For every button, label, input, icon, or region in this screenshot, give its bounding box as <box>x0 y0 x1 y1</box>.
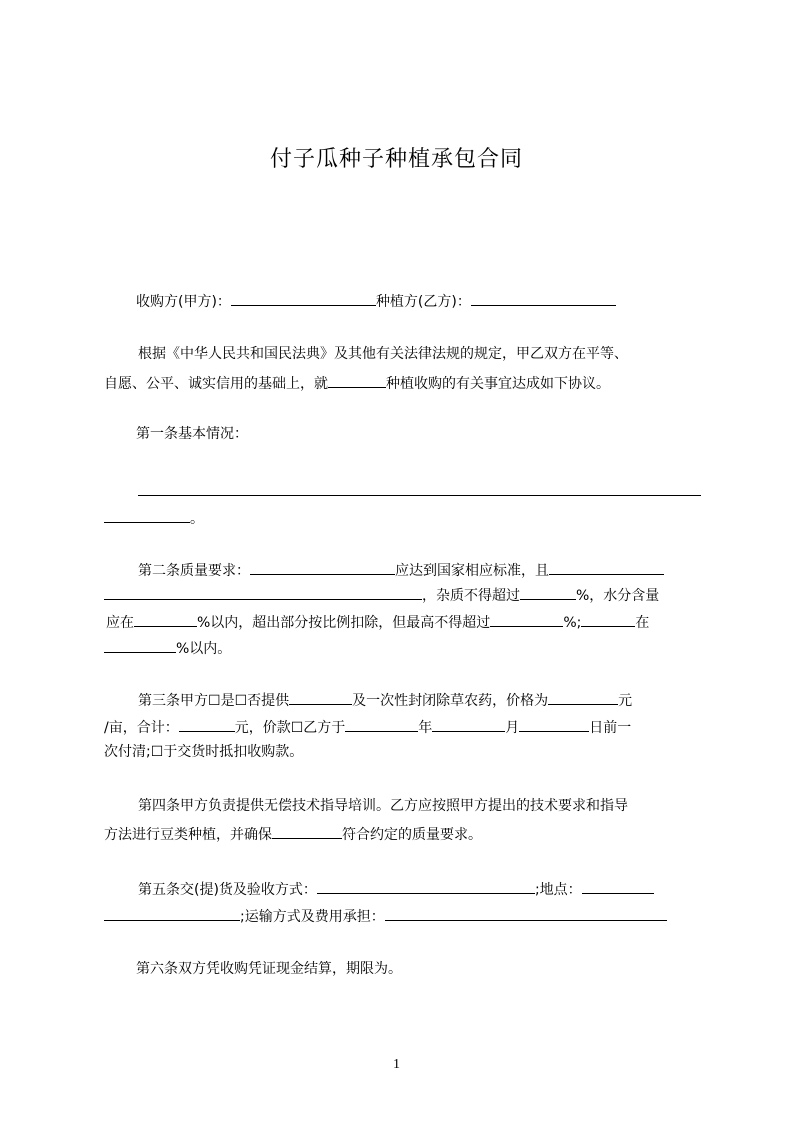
article-3-text: 第三条甲方 <box>138 693 208 709</box>
article-3-text: 元，价款 <box>234 720 291 736</box>
article-3-line-2 <box>104 716 701 738</box>
article-4-text: 第四条甲方负责提供无偿技术指导培训。乙方应按照甲方提出的技术要求和指导 <box>138 798 628 814</box>
quality-blank[interactable] <box>549 559 664 575</box>
impurity-blank[interactable] <box>520 584 576 600</box>
other-blank[interactable] <box>581 611 635 627</box>
article-4-text: 符合约定的质量要求。 <box>342 827 482 843</box>
price-blank[interactable] <box>548 689 618 705</box>
total-blank[interactable] <box>179 716 235 732</box>
article-2-line-2 <box>104 584 701 606</box>
article-1-line-1 <box>104 480 701 502</box>
article-1-heading <box>104 424 701 444</box>
checkbox-icon[interactable]: ☐ <box>234 693 248 709</box>
article-3-text: 是 <box>220 693 235 709</box>
preamble-text: 自愿、公平、诚实信用的基础上，就 <box>104 376 328 392</box>
article-5-text: ;运输方式及费用承担： <box>240 909 385 925</box>
article-3-text: 否提供 <box>247 693 290 709</box>
article-1-title: 第一条基本情况： <box>136 426 248 442</box>
page-number: 1 <box>393 1057 400 1072</box>
article-3-text: 次付清; <box>104 744 151 760</box>
article-3-text: /亩，合计： <box>104 720 179 736</box>
article-5-text: 第五条交(提)货及验收方式： <box>138 882 317 898</box>
article-3-text: 月 <box>505 720 520 736</box>
article-5-line-1 <box>104 878 701 900</box>
article-1-blank[interactable] <box>104 507 190 523</box>
article-4-text: 方法进行豆类种植，并确保 <box>104 827 272 843</box>
quality-blank[interactable] <box>250 559 395 575</box>
document-title: 付子瓜种子种植承包合同 <box>269 147 523 172</box>
quality-blank[interactable] <box>104 584 422 600</box>
checkbox-icon[interactable]: ☐ <box>150 744 164 760</box>
product-blank[interactable] <box>272 823 342 839</box>
article-2-text: %以内，超出部分按比例扣除，但最高不得超过 <box>197 615 491 631</box>
article-3-text: 元 <box>618 693 633 709</box>
checkbox-icon[interactable]: ☐ <box>290 720 304 736</box>
day-blank[interactable] <box>519 716 589 732</box>
grower-label: 种植方(乙方)： <box>375 294 471 310</box>
article-3-line-1 <box>104 689 701 711</box>
grower-blank[interactable] <box>471 290 616 306</box>
other-pct-blank[interactable] <box>104 637 176 653</box>
article-2-line-4 <box>104 637 701 659</box>
article-4-line-2 <box>104 823 701 845</box>
year-blank[interactable] <box>345 716 418 732</box>
method-blank[interactable] <box>317 878 535 894</box>
location-blank[interactable] <box>104 905 240 921</box>
buyer-blank[interactable] <box>231 290 376 306</box>
article-1-blank[interactable] <box>138 480 701 496</box>
article-2-text: %，水分含量 <box>576 588 660 604</box>
article-2-line-1 <box>104 559 701 581</box>
article-3-text: 乙方于 <box>303 720 346 736</box>
preamble-line-1 <box>104 344 701 364</box>
month-blank[interactable] <box>432 716 505 732</box>
article-3-line-3 <box>104 742 701 762</box>
transport-blank[interactable] <box>385 905 667 921</box>
buyer-label: 收购方(甲方)： <box>136 294 231 310</box>
checkbox-icon[interactable]: ☐ <box>208 693 221 709</box>
seed-blank[interactable] <box>289 689 352 705</box>
article-2-text: 应达到国家相应标准，且 <box>395 563 549 579</box>
article-2-text: %以内。 <box>176 641 232 657</box>
preamble-line-2 <box>104 372 701 394</box>
crop-blank[interactable] <box>328 372 386 388</box>
article-3-text: 年 <box>418 720 433 736</box>
article-5-line-2 <box>104 905 701 927</box>
moisture-blank[interactable] <box>134 611 197 627</box>
article-1-line-2 <box>104 507 701 529</box>
parties-line <box>104 290 701 312</box>
max-blank[interactable] <box>490 611 563 627</box>
article-3-text: 及一次性封闭除草农药，价格为 <box>352 693 549 709</box>
article-5-text: ;地点： <box>534 882 582 898</box>
article-2-text: 第二条质量要求： <box>138 563 250 579</box>
location-blank[interactable] <box>582 878 654 894</box>
article-2-text: 在 <box>635 615 650 631</box>
article-4-line-1 <box>104 796 701 816</box>
article-6-line <box>104 959 701 979</box>
article-1-end: 。 <box>190 511 204 527</box>
article-2-text: 应在 <box>106 615 134 631</box>
article-3-text: 日前一 <box>589 720 632 736</box>
preamble-text: 种植收购的有关事宜达成如下协议。 <box>386 376 610 392</box>
article-2-line-3 <box>104 611 701 633</box>
article-2-text: %; <box>563 615 582 631</box>
article-3-text: 于交货时抵扣收购款。 <box>163 744 304 760</box>
article-2-text: ，杂质不得超过 <box>422 588 520 604</box>
preamble-text: 根据《中华人民共和国民法典》及其他有关法律法规的规定，甲乙双方在平等、 <box>138 346 628 362</box>
article-6-text: 第六条双方凭收购凭证现金结算，期限为。 <box>136 961 402 977</box>
